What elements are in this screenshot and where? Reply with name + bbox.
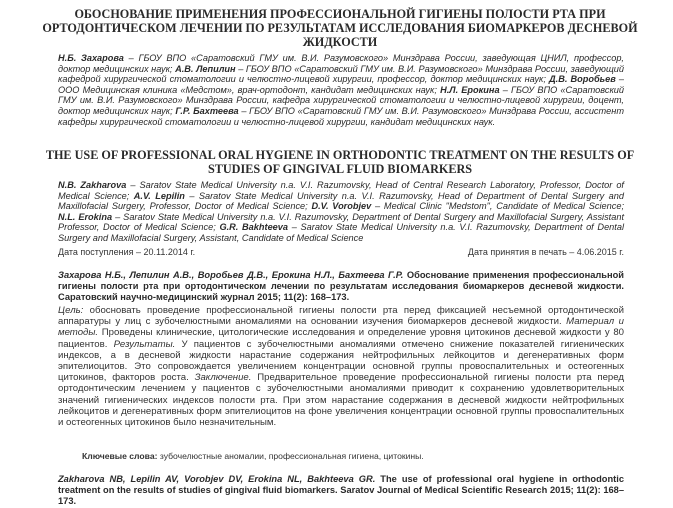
author-affiliation: – ГБОУ ВПО «Саратовский ГМУ им. В.И. Разумовского» Минздрава России, ассистент кафедры хирургической стоматологии и челюстно-лицевой хирургии, кандидат медицинских наук. [58, 105, 624, 127]
abstract-text: У пациентов с зубочелюстными аномалиями отмечено снижение показателей гигиенических индексов, а в десневой жидкости нарастание содержания нейтрофильных лейкоцитов и дегенеративных форм эпителиоцитов. Это сопровождается увеличением концентрации основной группы провоспалительных и остеогенных цитокинов, факторов роста. [58, 338, 624, 384]
abstract [58, 305, 624, 428]
author-name: Г.Р. Бахтеева [175, 105, 239, 116]
abstract-text: Предварительное проведение профессиональной гигиены полости рта перед ортодонтическим лечением у пациентов с зубочелюстными аномалиями приводит к сохранению удовлетворительных значений гигиенических индексов полости рта. При этом нарастание содержания в десневой жидкости нейтрофильных лейкоцитов и дегенеративных форм эпителиоцитов на фоне увеличения концентрации основной группы провоспалительных и остеогенных цитокинов было незначительным. [58, 372, 624, 429]
abstract-label-aim: Цель: [58, 305, 84, 316]
author-affiliation: – ГБОУ ВПО «Саратовский ГМУ им. В.И. Разумовского» Минздрава России, заведующий кафедрой хирургической стоматологии и челюстно-лицевой хирургии, профессор, доктор медицинских наук; [58, 63, 625, 85]
abstract-label-results: Результаты. [113, 338, 176, 350]
author-name: Д.В. Воробьев [549, 74, 616, 85]
citation-russian [58, 270, 624, 303]
title-english: THE USE OF PROFESSIONAL ORAL HYGIENE IN ORTHODONTIC TREATMENT ON THE RESULTS OF STUDIES OF GINGIVAL FLUID BIOMARKERS [45, 148, 635, 176]
author-affiliation: – Medical Clinic "Medstom", Candidate of Medical Science; [371, 201, 624, 212]
authors-english [58, 180, 624, 244]
author-name: N.L. Erokina [58, 211, 113, 222]
authors-russian [58, 53, 624, 127]
dates-row [58, 247, 624, 258]
keywords-label: Ключевые слова: [82, 451, 158, 461]
author-name: A.V. Lepilin [133, 190, 185, 201]
author-affiliation: – Saratov State Medical University n.a. V.I. Razumovsky, Head of Department of Dental Surgery and Maxillofacial Surgery, Professor, Doctor of Medical Science; [58, 190, 624, 212]
author-name: G.R. Bakhteeva [219, 222, 289, 233]
abstract-text: Проведены клинические, цитологические исследования и определение уровня цитокинов десневой жидкости у 80 пациентов. [58, 327, 624, 350]
author-affiliation: – ГБОУ ВПО «Саратовский ГМУ им. В.И. Разумовского» Минздрава России, заведующая ЦНИЛ, профессор, доктор медицинских наук; [58, 53, 624, 74]
keywords-text: зубочелюстные аномалии, профессиональная гигиена, цитокины. [157, 451, 424, 461]
author-affiliation: – ООО Медицинская клиника «Медстом», врач-ортодонт, кандидат медицинских наук; [58, 74, 624, 95]
accepted-date: Дата принятия в печать – 4.06.2015 г. [467, 247, 624, 257]
author-affiliation: – Saratov State Medical University n.a. V.I. Razumovsky, Department of Dental Surgery and Maxillofacial Surgery, Assistant Professor, Doctor of Medical Science; [58, 211, 624, 233]
citation-text: Обоснование применения профессиональной гигиены полости рта при ортодонтическом лечении по результатам исследования биомаркеров десневой жидкости. Саратовский научно-медицинский журнал 2015; 11(2): 168–173. [58, 270, 624, 302]
received-date: Дата поступления – 20.11.2014 г. [58, 247, 196, 257]
author-name: Н.Б. Захарова [58, 53, 124, 63]
author-affiliation: – Saratov State Medical University n.a. V.I. Razumovsky, Department of Dental Surgery and Maxillofacial Surgery, Assistant, Candidate of Medical Science [58, 222, 624, 243]
author-name: А.В. Лепилин [175, 63, 236, 74]
abstract-text: обосновать проведение профессиональной гигиены полости рта перед фиксацией несъемной ортодонтической аппаратуры у лиц с зубочелюстными аномалиями на основании изучения биомаркеров десневой жидкости. [58, 305, 624, 328]
citation-authors: Захарова Н.Б., Лепилин А.В., Воробьев Д.В., Ерокина Н.Л., Бахтеева Г.Р. [58, 270, 404, 280]
author-affiliation: – ГБОУ ВПО «Саратовский ГМУ им. В.И. Разумовского» Минздрава России, кафедра хирургической стоматологии и челюстно-лицевой хирургии, доцент, доктор медицинских наук; [58, 84, 625, 116]
citation-text: The use of professional oral hygiene in orthodontic treatment on the results of studies of gingival fluid biomarkers. Saratov Journal of Medical Scientific Research 2015; 11(2): 168–173. [58, 474, 624, 506]
abstract-label-conclusion: Заключение. [194, 372, 252, 384]
abstract-label-methods: Материал и методы. [58, 316, 625, 339]
author-name: D.V. Vorobjev [311, 201, 372, 212]
title-russian: ОБОСНОВАНИЕ ПРИМЕНЕНИЯ ПРОФЕССИОНАЛЬНОЙ ГИГИЕНЫ ПОЛОСТИ РТА ПРИ ОРТОДОНТИЧЕСКОМ ЛЕЧЕНИИ ПО РЕЗУЛЬТАТАМ ИССЛЕДОВАНИЯ БИОМАРКЕРОВ ДЕСНЕВОЙ ЖИДКОСТИ [42, 7, 638, 49]
author-name: Н.Л. Ерокина [440, 84, 500, 95]
author-affiliation: – Saratov State Medical University n.a. V.I. Razumovsky, Head of Central Research Laboratory, Professor, Doctor of Medical Science; [58, 180, 624, 201]
citation-authors: Zakharova NB, Lepilin AV, Vorobjev DV, Erokina NL, Bakhteeva GR. [58, 474, 376, 484]
citation-english [58, 474, 624, 507]
author-name: N.B. Zakharova [58, 180, 127, 190]
keywords [82, 451, 624, 461]
